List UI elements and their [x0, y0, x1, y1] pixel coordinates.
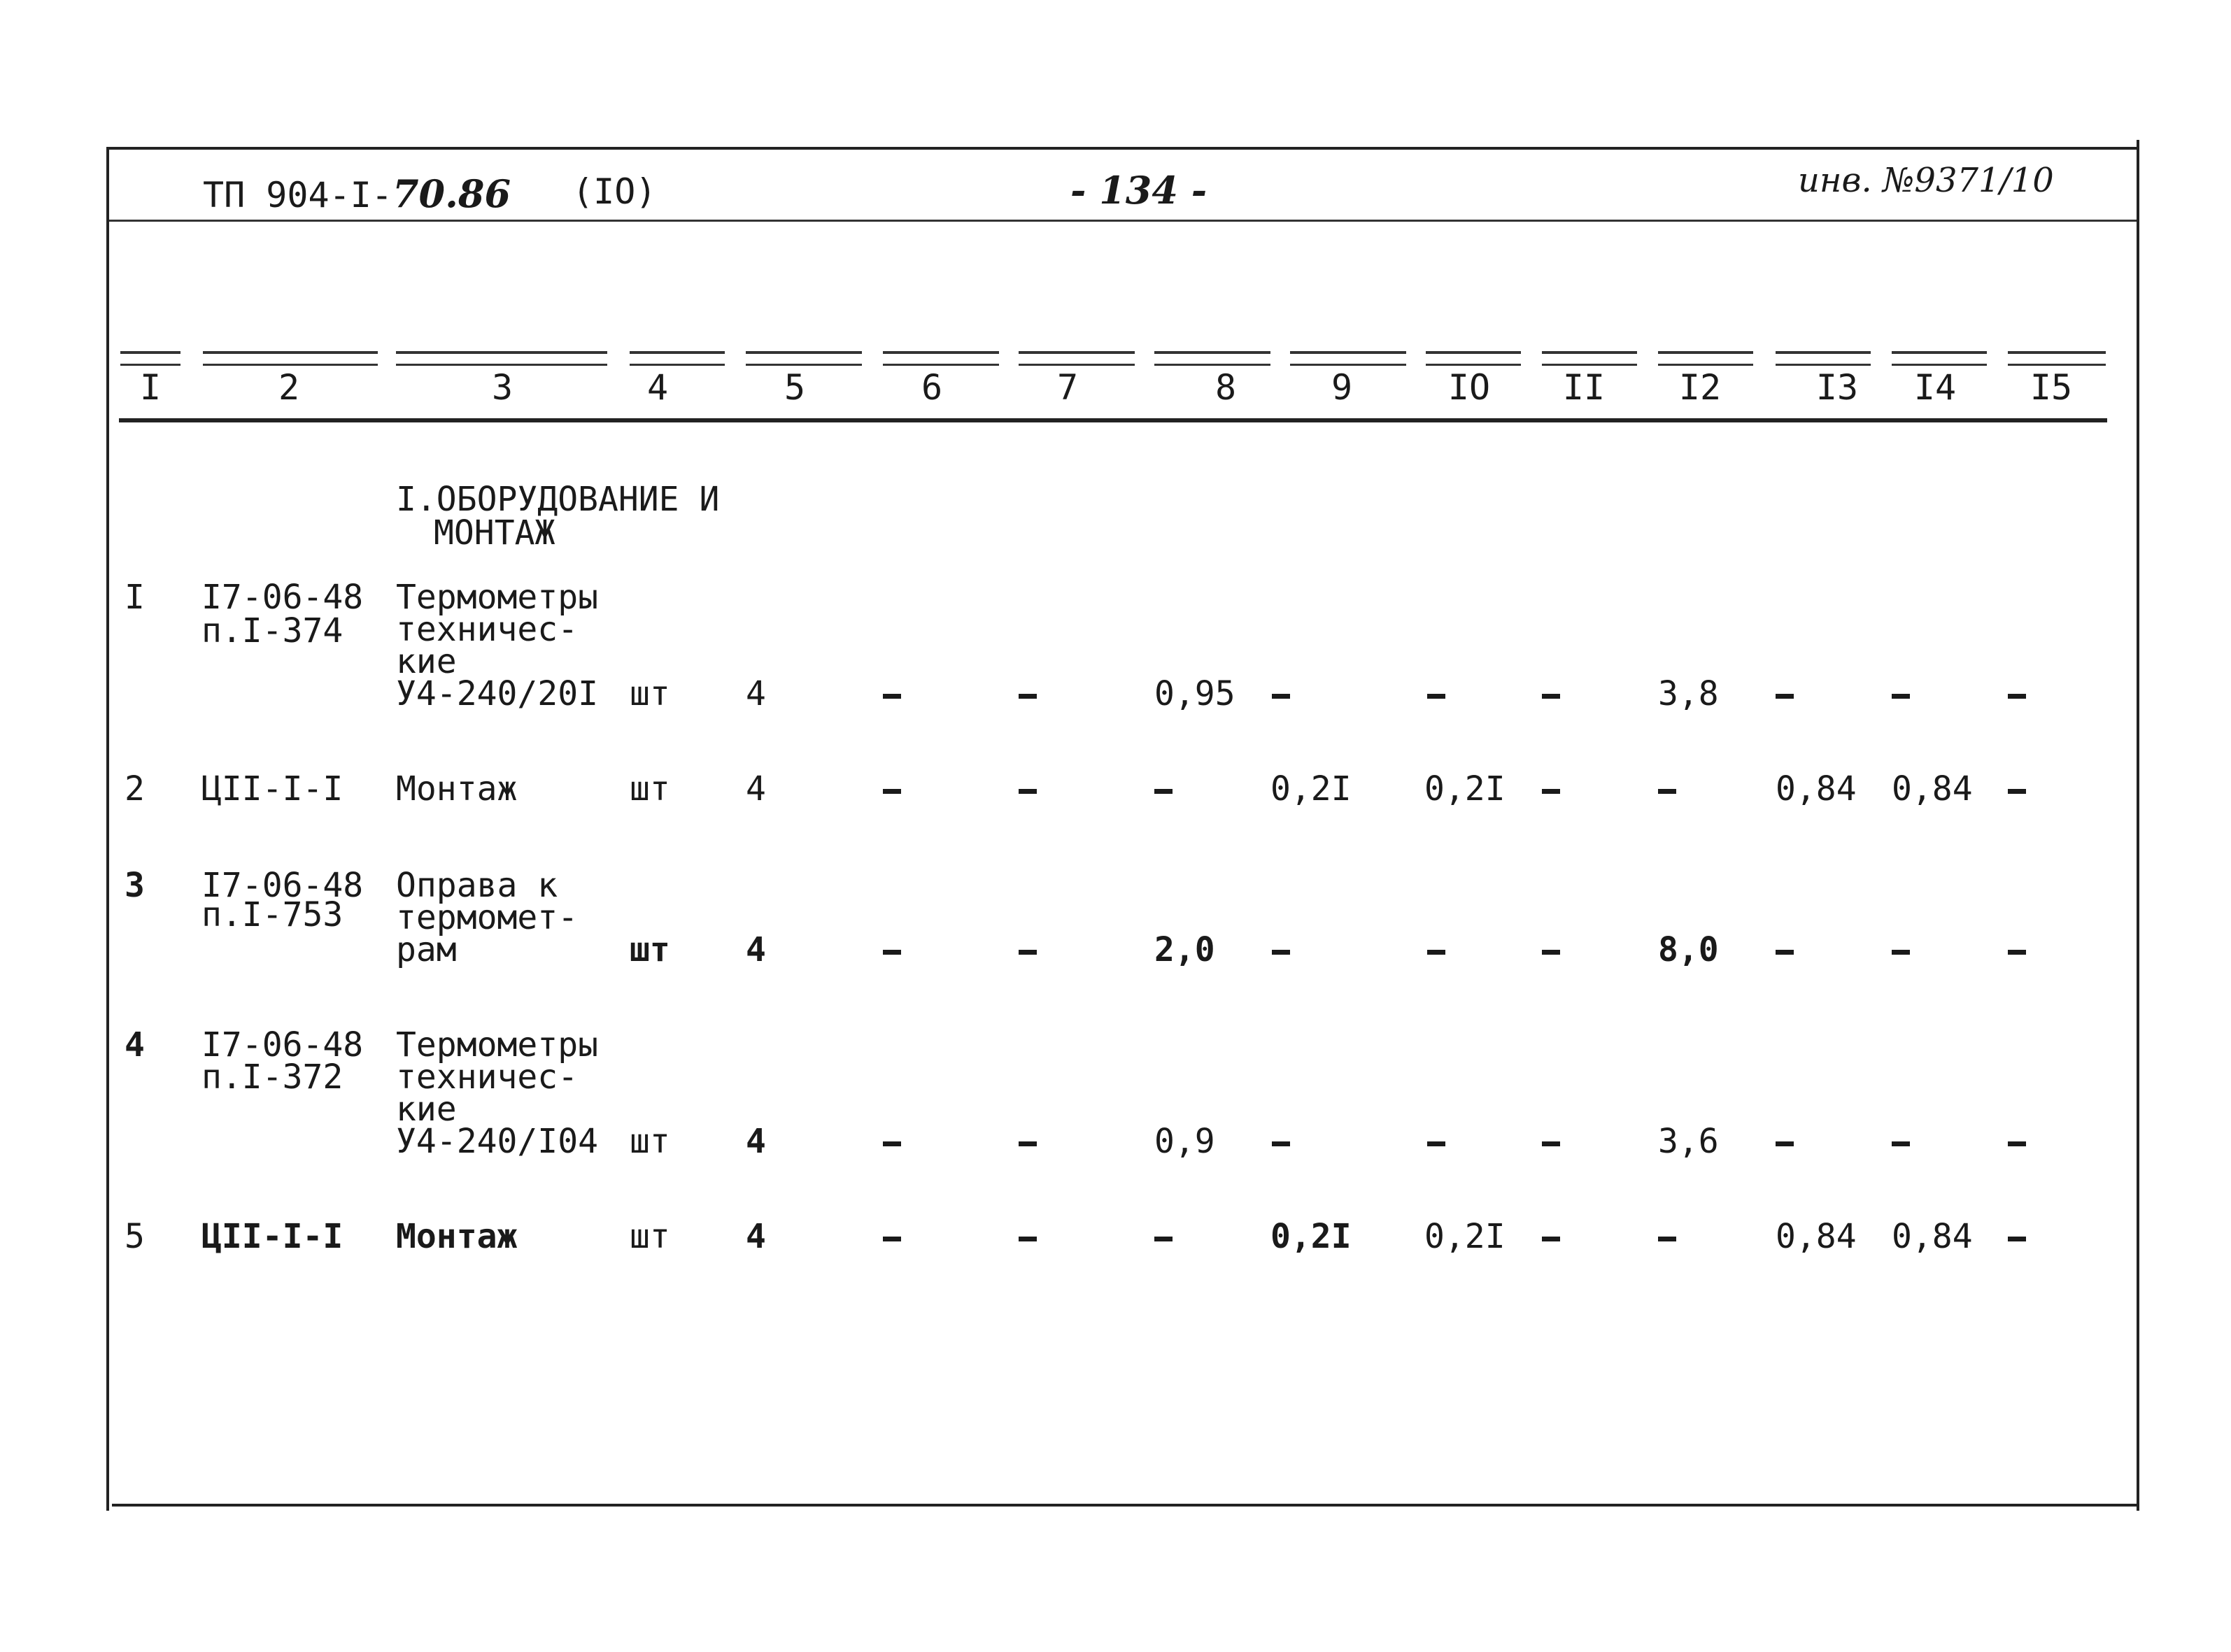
- col-rule-1: [120, 351, 180, 366]
- dash-col15: [2008, 694, 2026, 699]
- value-col9: 0,2I: [1270, 1217, 1352, 1256]
- col-header-2: 2: [278, 367, 300, 408]
- col-rule-7: [1019, 351, 1135, 366]
- col-header-4: 4: [646, 367, 669, 408]
- quantity: 4: [746, 1217, 766, 1256]
- dash-col9: [1272, 1141, 1290, 1146]
- item-name-4: У4-240/I04: [396, 1122, 598, 1161]
- section-title-line-1: I.ОБОРУДОВАНИЕ И: [396, 480, 720, 519]
- col-header-6: 6: [921, 367, 943, 408]
- quantity: 4: [746, 1122, 766, 1161]
- dash-col11: [1542, 694, 1560, 699]
- document-code-printed: ТП 904-I-: [203, 175, 392, 215]
- column-header-bottom-rule: [119, 418, 2107, 422]
- value-col10: 0,2I: [1424, 769, 1506, 809]
- dash-col12: [1658, 789, 1676, 794]
- dash-col7: [1019, 694, 1037, 699]
- row-number: 4: [125, 1025, 145, 1064]
- col-rule-3: [396, 351, 607, 366]
- dash-col15: [2008, 950, 2026, 955]
- col-header-3: 3: [491, 367, 514, 408]
- dash-col11: [1542, 1237, 1560, 1241]
- frame-right-border: [2137, 140, 2139, 1511]
- unit: шт: [630, 1217, 670, 1256]
- unit: шт: [630, 1122, 670, 1161]
- dash-col6: [883, 789, 901, 794]
- col-rule-2: [203, 351, 378, 366]
- item-name-3: кие: [396, 1090, 457, 1129]
- dash-col11: [1542, 950, 1560, 955]
- dash-col9: [1272, 694, 1290, 699]
- norm-code: I7-06-48: [201, 866, 364, 905]
- unit: шт: [630, 930, 670, 969]
- item-name-1: Термометры: [396, 1025, 598, 1064]
- col-rule-8: [1154, 351, 1270, 366]
- document-code: [203, 171, 511, 216]
- value-col14: 0,84: [1892, 1217, 1973, 1256]
- document-code-handwritten: 70.86: [392, 171, 511, 216]
- value-col12: 8,0: [1658, 930, 1719, 969]
- dash-col9: [1272, 950, 1290, 955]
- dash-col11: [1542, 1141, 1560, 1146]
- norm-code: I7-06-48: [201, 578, 364, 617]
- dash-col7: [1019, 1237, 1037, 1241]
- value-col12: 3,6: [1658, 1122, 1719, 1161]
- row-number: I: [125, 578, 145, 617]
- value-col8: 2,0: [1154, 930, 1215, 969]
- inventory-number: инв. №9371/10: [1798, 161, 2054, 200]
- item-name-4: У4-240/20I: [396, 674, 598, 713]
- col-rule-13: [1776, 351, 1871, 366]
- col-header-15: I5: [2030, 367, 2073, 408]
- row-number: 3: [125, 866, 145, 905]
- quantity: 4: [746, 769, 766, 809]
- frame-top-border: [106, 147, 2138, 150]
- quantity: 4: [746, 674, 766, 713]
- col-header-11: II: [1562, 367, 1606, 408]
- dash-col12: [1658, 1237, 1676, 1241]
- value-col14: 0,84: [1892, 769, 1973, 809]
- header-divider: [109, 220, 2137, 222]
- col-header-5: 5: [784, 367, 806, 408]
- item-name-1: Монтаж: [396, 1217, 518, 1256]
- col-header-7: 7: [1056, 367, 1079, 408]
- col-rule-9: [1290, 351, 1406, 366]
- item-name-1: Оправа к: [396, 866, 558, 905]
- value-col8: 0,9: [1154, 1122, 1215, 1161]
- item-name-2: термомет-: [396, 898, 579, 937]
- value-col12: 3,8: [1658, 674, 1719, 713]
- col-header-13: I3: [1815, 367, 1859, 408]
- dash-col14: [1892, 694, 1910, 699]
- dash-col7: [1019, 789, 1037, 794]
- section-title-line-2: МОНТАЖ: [434, 513, 555, 553]
- value-col8: 0,95: [1154, 674, 1235, 713]
- dash-col10: [1427, 1141, 1445, 1146]
- col-header-9: 9: [1331, 367, 1353, 408]
- dash-col6: [883, 694, 901, 699]
- norm-clause: п.I-753: [201, 895, 343, 934]
- item-name-1: Термометры: [396, 578, 598, 617]
- sheet-suffix: (IO): [572, 171, 657, 212]
- norm-code: ЦII-I-I: [201, 769, 343, 809]
- quantity: 4: [746, 930, 766, 969]
- unit: шт: [630, 674, 670, 713]
- dash-col14: [1892, 1141, 1910, 1146]
- row-number: 5: [125, 1217, 145, 1256]
- dash-col8: [1154, 1237, 1173, 1241]
- dash-col6: [883, 1141, 901, 1146]
- dash-col6: [883, 1237, 901, 1241]
- value-col13: 0,84: [1776, 769, 1857, 809]
- row-number: 2: [125, 769, 145, 809]
- col-rule-5: [746, 351, 862, 366]
- item-name-1: Монтаж: [396, 769, 518, 809]
- col-rule-4: [630, 351, 725, 366]
- col-header-8: 8: [1214, 367, 1237, 408]
- frame-left-border: [106, 147, 109, 1511]
- norm-code: ЦII-I-I: [201, 1217, 343, 1256]
- dash-col13: [1776, 694, 1794, 699]
- dash-col10: [1427, 694, 1445, 699]
- item-name-3: кие: [396, 642, 457, 681]
- dash-col14: [1892, 950, 1910, 955]
- dash-col6: [883, 950, 901, 955]
- col-rule-6: [883, 351, 999, 366]
- dash-col13: [1776, 950, 1794, 955]
- dash-col10: [1427, 950, 1445, 955]
- col-header-12: I2: [1678, 367, 1722, 408]
- dash-col15: [2008, 1141, 2026, 1146]
- dash-col13: [1776, 1141, 1794, 1146]
- norm-code: I7-06-48: [201, 1025, 364, 1064]
- col-rule-15: [2008, 351, 2106, 366]
- dash-col7: [1019, 950, 1037, 955]
- col-header-1: I: [139, 367, 162, 408]
- col-header-10: IO: [1447, 367, 1491, 408]
- col-rule-10: [1426, 351, 1521, 366]
- norm-clause: п.I-374: [201, 611, 343, 650]
- item-name-3: рам: [396, 930, 457, 969]
- dash-col15: [2008, 789, 2026, 794]
- item-name-2: техничес-: [396, 610, 579, 649]
- col-rule-14: [1892, 351, 1987, 366]
- item-name-2: техничес-: [396, 1058, 579, 1097]
- value-col10: 0,2I: [1424, 1217, 1506, 1256]
- frame-bottom-border: [112, 1504, 2138, 1507]
- norm-clause: п.I-372: [201, 1058, 343, 1097]
- col-header-14: I4: [1913, 367, 1957, 408]
- dash-col8: [1154, 789, 1173, 794]
- dash-col15: [2008, 1237, 2026, 1241]
- col-rule-12: [1658, 351, 1753, 366]
- value-col13: 0,84: [1776, 1217, 1857, 1256]
- col-rule-11: [1542, 351, 1637, 366]
- dash-col11: [1542, 789, 1560, 794]
- page-number: - 134 -: [1070, 168, 1207, 213]
- unit: шт: [630, 769, 670, 809]
- value-col9: 0,2I: [1270, 769, 1352, 809]
- dash-col7: [1019, 1141, 1037, 1146]
